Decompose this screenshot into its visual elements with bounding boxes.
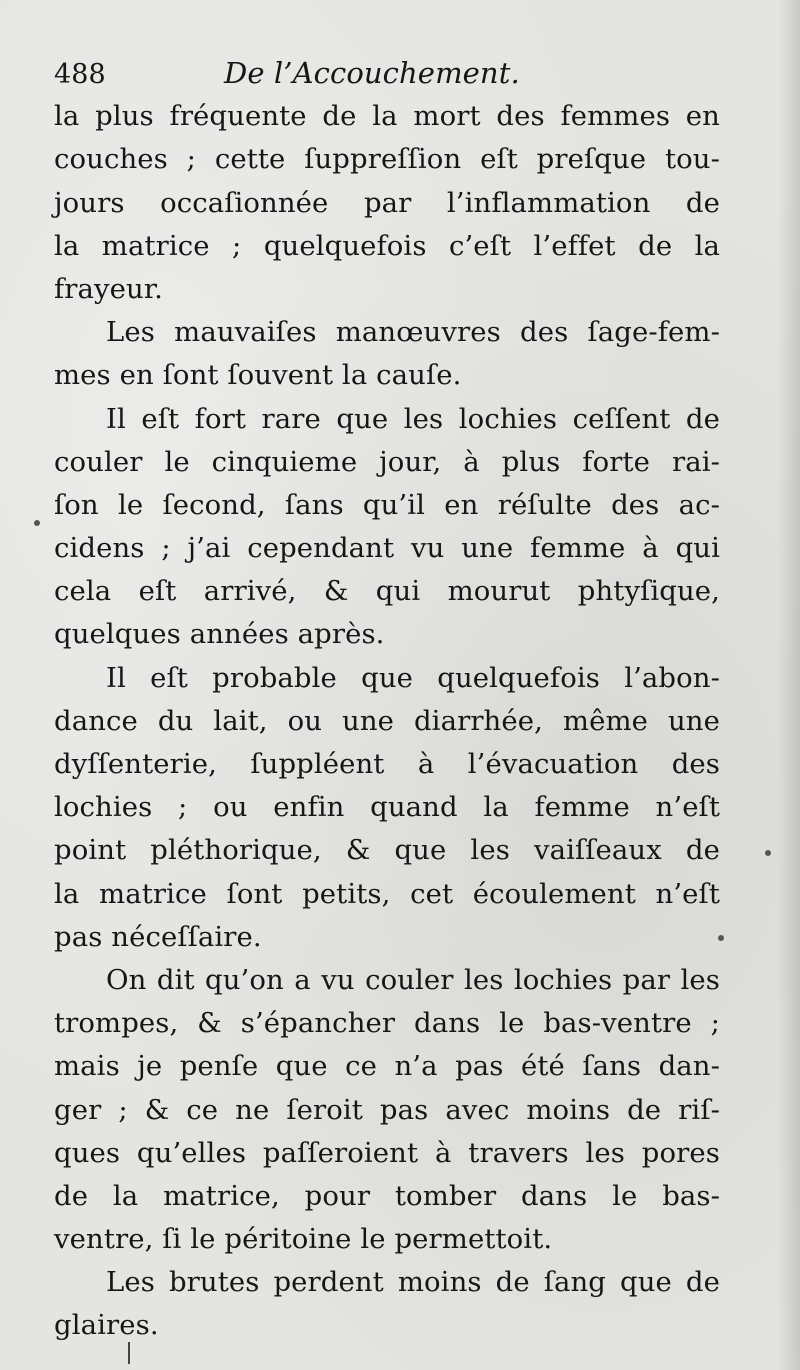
page-edge-shadow bbox=[778, 0, 800, 1370]
text-line: ger ; & ce ne ſeroit pas avec moins de riſ- bbox=[54, 1093, 720, 1126]
text-line: trompes, & s’épancher dans le bas-ventre ; bbox=[54, 1007, 720, 1040]
text-line: cela eſt arrivé, & qui mourut phtyſique, bbox=[54, 575, 720, 608]
page-text-block bbox=[54, 52, 720, 1348]
ink-speck bbox=[718, 935, 724, 941]
text-line: de la matrice, pour tomber dans le bas- bbox=[54, 1179, 720, 1212]
text-line: ſon le ſecond, ſans qu’il en réſulte des ac- bbox=[54, 488, 720, 521]
ink-speck bbox=[34, 520, 40, 526]
page-number: 488 bbox=[54, 59, 106, 90]
text-line: mais je penſe que ce n’a pas été ſans dan- bbox=[54, 1050, 720, 1083]
running-title: De l’Accouchement. bbox=[224, 56, 520, 90]
text-line: frayeur. bbox=[54, 272, 163, 305]
paragraph-2 bbox=[54, 311, 720, 397]
text-line: la matrice ; quelquefois c’eſt l’effet de la bbox=[54, 229, 720, 262]
text-line: ques qu’elles paſſeroient à travers les pores bbox=[54, 1136, 720, 1169]
paragraph-3 bbox=[54, 398, 720, 657]
text-line: couler le cinquieme jour, à plus forte rai- bbox=[54, 445, 720, 478]
paragraph-6 bbox=[54, 1261, 720, 1347]
text-line: Il eſt probable que quelquefois l’abon- bbox=[106, 661, 720, 694]
text-line: cidens ; j’ai cependant vu une femme à qui bbox=[54, 532, 720, 565]
text-line: glaires. bbox=[54, 1309, 159, 1342]
text-line: point pléthorique, & que les vaiſſeaux de bbox=[54, 834, 720, 867]
text-line: couches ; cette ſuppreſſion eſt preſque tou- bbox=[54, 143, 720, 176]
text-line: Les mauvaiſes manœuvres des ſage-fem- bbox=[106, 316, 720, 349]
paragraph-4 bbox=[54, 657, 720, 959]
text-line: la plus fréquente de la mort des femmes en bbox=[54, 100, 720, 133]
paragraph-1 bbox=[54, 95, 720, 311]
ink-mark bbox=[128, 1342, 130, 1364]
text-line: ventre, ſi le péritoine le permettoit. bbox=[54, 1223, 553, 1256]
text-line: dance du lait, ou une diarrhée, même une bbox=[54, 704, 720, 737]
text-line: quelques années après. bbox=[54, 618, 385, 651]
text-line: dyſſenterie, ſuppléent à l’évacuation des bbox=[54, 748, 720, 780]
text-line: lochies ; ou enfin quand la femme n’eſt bbox=[54, 791, 720, 824]
text-line: la matrice ſont petits, cet écoulement n’eſt bbox=[54, 877, 720, 910]
text-line: jours occaſionnée par l’inflammation de bbox=[54, 186, 720, 219]
text-line: Il eſt fort rare que les lochies ceſſent de bbox=[106, 402, 720, 435]
text-line: Les brutes perdent moins de ſang que de bbox=[106, 1266, 720, 1299]
text-line: pas néceſſaire. bbox=[54, 920, 262, 953]
page-header bbox=[54, 52, 720, 95]
ink-speck bbox=[765, 850, 771, 856]
paragraph-5 bbox=[54, 959, 720, 1261]
text-line: On dit qu’on a vu couler les lochies par les bbox=[106, 963, 720, 996]
text-line: mes en ſont ſouvent la cauſe. bbox=[54, 359, 462, 392]
